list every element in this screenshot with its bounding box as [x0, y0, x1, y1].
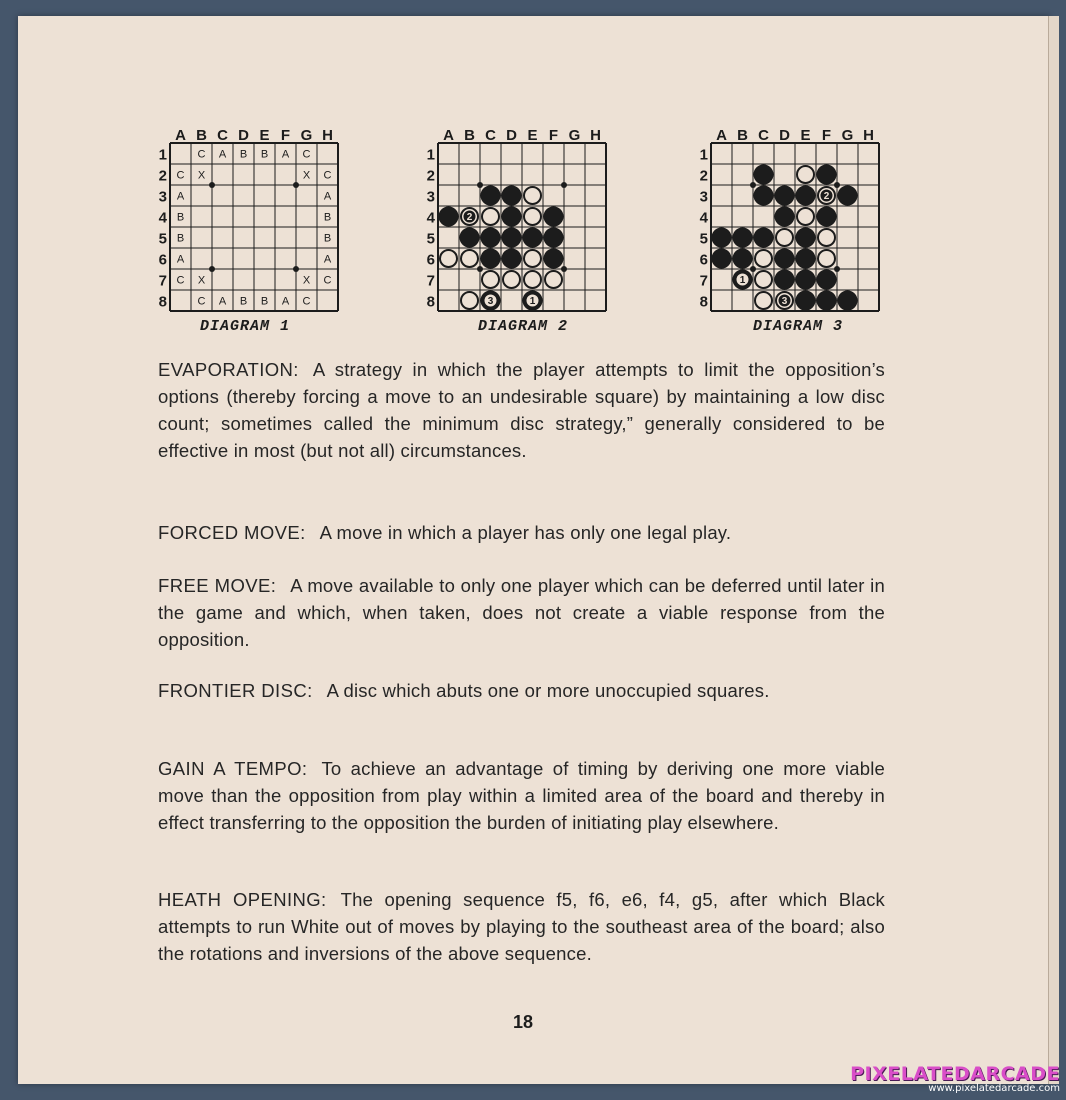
- page-number: 18: [512, 1012, 534, 1032]
- column-label-a: A: [716, 127, 727, 144]
- black-disc: [481, 249, 500, 268]
- glossary-term: GAIN A TEMPO:: [158, 758, 308, 779]
- next-page-edge: [1048, 16, 1059, 1084]
- square-letter: C: [176, 274, 185, 287]
- column-label-g: G: [841, 127, 854, 144]
- row-label-1: 1: [426, 146, 435, 164]
- square-letter: A: [218, 148, 227, 161]
- white-disc: [524, 208, 541, 225]
- row-label-6: 6: [426, 251, 435, 269]
- square-letter: A: [176, 190, 185, 203]
- column-label-c: C: [758, 127, 769, 144]
- row-label-8: 8: [158, 293, 167, 311]
- glossary-definition: To achieve an advantage of timing by deriving one more viable move than the opposition from play within a limited area of the board and thereby in effect transferring to the opposition the burden of initiating play elsewhere.: [158, 758, 885, 833]
- diagram-2-board: [420, 127, 620, 311]
- watermark-title: PIXELATEDARCADE: [850, 1063, 1060, 1085]
- move-number: 3: [487, 296, 494, 307]
- board-reference-dot: [209, 266, 215, 272]
- diagram-3-board: [693, 127, 893, 311]
- square-letter: C: [197, 148, 206, 161]
- row-label-7: 7: [426, 272, 435, 290]
- square-letter: B: [323, 232, 332, 245]
- board-reference-dot: [561, 266, 567, 272]
- glossary-definition: A strategy in which the player attempts to limit the opposition’s options (thereby forcing a move to an undesirable square) by maintaining a low disc count; sometimes called the minimum disc strategy,” generally considered to be effective in most (but not all) circumstances.: [158, 359, 885, 461]
- black-disc: [502, 207, 521, 226]
- move-number: 1: [529, 296, 536, 307]
- black-disc: [817, 207, 836, 226]
- move-number: 1: [739, 275, 746, 286]
- board-reference-dot: [293, 266, 299, 272]
- black-disc: [544, 249, 563, 268]
- square-letter: C: [302, 148, 311, 161]
- column-label-g: G: [300, 127, 313, 144]
- square-letter: A: [323, 190, 332, 203]
- black-disc: [796, 186, 815, 205]
- board-reference-dot: [477, 266, 483, 272]
- square-letter: C: [323, 274, 332, 287]
- row-label-8: 8: [426, 293, 435, 311]
- black-disc: [796, 228, 815, 247]
- board-reference-dot: [750, 182, 756, 188]
- black-disc: [796, 249, 815, 268]
- board-reference-dot: [750, 266, 756, 272]
- board-reference-dot: [293, 182, 299, 188]
- black-disc: [502, 249, 521, 268]
- black-disc: [775, 249, 794, 268]
- glossary-entry-heath-opening: [158, 886, 885, 967]
- move-number: 3: [781, 296, 788, 307]
- column-label-c: C: [217, 127, 228, 144]
- column-label-d: D: [779, 127, 790, 144]
- column-label-d: D: [506, 127, 517, 144]
- black-disc: [796, 270, 815, 289]
- square-letter: B: [323, 211, 332, 224]
- black-disc: [817, 291, 836, 310]
- black-disc: [817, 165, 836, 184]
- row-label-1: 1: [158, 146, 167, 164]
- square-letter: X: [197, 274, 206, 287]
- black-disc: [544, 228, 563, 247]
- column-label-e: E: [527, 127, 538, 144]
- column-label-f: F: [280, 127, 291, 144]
- black-disc: [775, 186, 794, 205]
- move-number: 2: [823, 191, 830, 202]
- square-letter: A: [176, 253, 185, 266]
- black-disc: [754, 186, 773, 205]
- diagram-2-caption: DIAGRAM 2: [477, 318, 568, 335]
- board-reference-dot: [477, 182, 483, 188]
- white-disc: [776, 229, 793, 246]
- black-disc: [817, 270, 836, 289]
- column-label-e: E: [259, 127, 270, 144]
- black-disc: [439, 207, 458, 226]
- black-disc: [838, 186, 857, 205]
- glossary-entry-gain-a-tempo: [158, 755, 885, 836]
- white-disc: [461, 292, 478, 309]
- square-letter: X: [197, 169, 206, 182]
- square-letter: C: [323, 169, 332, 182]
- black-disc: [796, 291, 815, 310]
- black-disc: [481, 228, 500, 247]
- column-label-f: F: [548, 127, 559, 144]
- column-label-d: D: [238, 127, 249, 144]
- column-label-g: G: [568, 127, 581, 144]
- glossary-term: HEATH OPENING:: [158, 889, 327, 910]
- glossary-term: FREE MOVE:: [158, 575, 277, 596]
- row-label-6: 6: [158, 251, 167, 269]
- white-disc: [482, 271, 499, 288]
- white-disc: [755, 250, 772, 267]
- row-label-2: 2: [699, 167, 708, 185]
- row-label-4: 4: [158, 209, 167, 227]
- move-number: 2: [466, 212, 473, 223]
- column-label-e: E: [800, 127, 811, 144]
- row-label-2: 2: [158, 167, 167, 185]
- black-disc: [838, 291, 857, 310]
- black-disc: [775, 207, 794, 226]
- row-label-2: 2: [426, 167, 435, 185]
- column-label-b: B: [196, 127, 207, 144]
- diagram-1: [152, 127, 352, 311]
- row-label-7: 7: [158, 272, 167, 290]
- glossary-entry-frontier-disc: [158, 677, 885, 704]
- square-letter: B: [239, 148, 248, 161]
- glossary-term: FRONTIER DISC:: [158, 680, 313, 701]
- row-label-6: 6: [699, 251, 708, 269]
- row-label-4: 4: [426, 209, 435, 227]
- square-letter: C: [176, 169, 185, 182]
- square-letter: A: [323, 253, 332, 266]
- black-disc: [544, 207, 563, 226]
- white-disc: [755, 292, 772, 309]
- glossary-definition: A disc which abuts one or more unoccupied squares.: [326, 680, 770, 701]
- glossary-definition: A move available to only one player which can be deferred until later in the game and which, when taken, does not create a viable response from the opposition.: [158, 575, 885, 650]
- white-disc: [503, 271, 520, 288]
- diagram-1-caption: DIAGRAM 1: [199, 318, 290, 335]
- watermark: [850, 1063, 1060, 1094]
- column-label-b: B: [464, 127, 475, 144]
- black-disc: [460, 228, 479, 247]
- white-disc: [440, 250, 457, 267]
- black-disc: [754, 228, 773, 247]
- glossary-definition: The opening sequence f5, f6, e6, f4, g5, after which Black attempts to run White out of moves by playing to the southeast area of the board; also the rotations and inversions of the above sequence.: [158, 889, 885, 964]
- black-disc: [712, 249, 731, 268]
- square-letter: A: [281, 148, 290, 161]
- square-letter: B: [260, 148, 269, 161]
- column-label-b: B: [737, 127, 748, 144]
- black-disc: [733, 249, 752, 268]
- diagram-2: [420, 127, 620, 311]
- square-letter: B: [260, 295, 269, 308]
- row-label-5: 5: [699, 230, 708, 248]
- square-letter: X: [302, 274, 311, 287]
- board-reference-dot: [209, 182, 215, 188]
- row-label-3: 3: [699, 188, 708, 206]
- white-disc: [524, 271, 541, 288]
- column-label-h: H: [863, 127, 874, 144]
- white-disc: [797, 166, 814, 183]
- white-disc: [545, 271, 562, 288]
- black-disc: [481, 186, 500, 205]
- board-reference-dot: [834, 182, 840, 188]
- board-reference-dot: [834, 266, 840, 272]
- glossary-term: EVAPORATION:: [158, 359, 299, 380]
- column-label-a: A: [175, 127, 186, 144]
- black-disc: [502, 186, 521, 205]
- square-letter: B: [239, 295, 248, 308]
- diagram-3-caption: DIAGRAM 3: [752, 318, 843, 335]
- row-label-8: 8: [699, 293, 708, 311]
- column-label-c: C: [485, 127, 496, 144]
- column-label-h: H: [590, 127, 601, 144]
- glossary-definition: A move in which a player has only one legal play.: [319, 522, 732, 543]
- white-disc: [755, 271, 772, 288]
- square-letter: A: [281, 295, 290, 308]
- row-label-4: 4: [699, 209, 708, 227]
- white-disc: [524, 187, 541, 204]
- diagram-3: [693, 127, 893, 311]
- black-disc: [733, 228, 752, 247]
- black-disc: [754, 165, 773, 184]
- board-reference-dot: [561, 182, 567, 188]
- glossary-entry-evaporation: [158, 356, 885, 464]
- row-label-3: 3: [158, 188, 167, 206]
- row-label-5: 5: [426, 230, 435, 248]
- column-label-h: H: [322, 127, 333, 144]
- square-letter: A: [218, 295, 227, 308]
- square-letter: X: [302, 169, 311, 182]
- glossary-entry-free-move: [158, 572, 885, 653]
- black-disc: [712, 228, 731, 247]
- square-letter: B: [176, 232, 185, 245]
- white-disc: [482, 208, 499, 225]
- column-label-a: A: [443, 127, 454, 144]
- column-label-f: F: [821, 127, 832, 144]
- row-label-3: 3: [426, 188, 435, 206]
- white-disc: [461, 250, 478, 267]
- square-letter: B: [176, 211, 185, 224]
- black-disc: [775, 270, 794, 289]
- black-disc: [502, 228, 521, 247]
- glossary-term: FORCED MOVE:: [158, 522, 306, 543]
- watermark-url: www.pixelatedarcade.com: [928, 1083, 1060, 1094]
- white-disc: [818, 250, 835, 267]
- black-disc: [523, 228, 542, 247]
- row-label-5: 5: [158, 230, 167, 248]
- glossary-entry-forced-move: [158, 519, 885, 546]
- white-disc: [818, 229, 835, 246]
- row-label-7: 7: [699, 272, 708, 290]
- white-disc: [524, 250, 541, 267]
- row-label-1: 1: [699, 146, 708, 164]
- square-letter: C: [197, 295, 206, 308]
- white-disc: [797, 208, 814, 225]
- diagram-1-board: [152, 127, 352, 311]
- square-letter: C: [302, 295, 311, 308]
